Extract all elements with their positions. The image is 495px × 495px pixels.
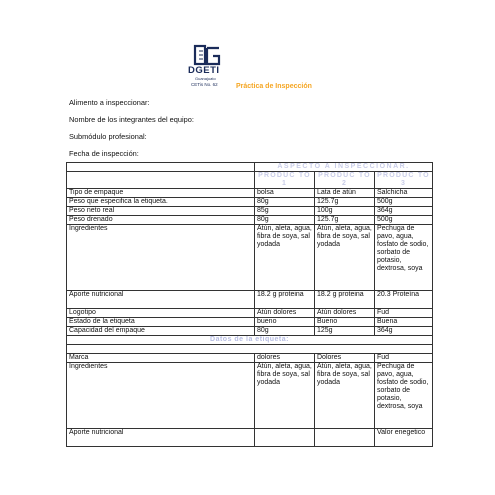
products-header-row [67, 172, 433, 189]
alimento-label: Alimento a inspeccionar: [69, 98, 150, 107]
row-label: Ingredientes [67, 225, 255, 291]
cell [315, 429, 375, 447]
cell: 125.7g [315, 216, 375, 225]
cell: Atún, aleta, agua, fibra de soya, sal yodada [255, 363, 315, 429]
cell: bolsa [255, 189, 315, 198]
table-row [67, 189, 433, 198]
cell: 80g [255, 327, 315, 336]
cell: Atún, aleta, agua, fibra de soya, sal yodada [315, 363, 375, 429]
cell: Pechuga de pavo, agua, fosfato de sodio, sorbato de potasio, dextrosa, soya [375, 225, 433, 291]
cell: 364g [375, 327, 433, 336]
cell: 125g [315, 327, 375, 336]
cell: dolores [255, 354, 315, 363]
cell: Pechuga de pavo, agua, fosfato de sodio, sorbato de potasio, dextrosa, soya [375, 363, 433, 429]
table-row [67, 318, 433, 327]
cell: 364g [375, 207, 433, 216]
table-title: ASPECTO A INSPECCIONAR. [255, 163, 433, 172]
integrantes-label: Nombre de los integrantes del equipo: [69, 115, 194, 124]
row-label: Ingredientes [67, 363, 255, 429]
table-row [67, 216, 433, 225]
cell: Lata de atún [315, 189, 375, 198]
cell: Fud [375, 354, 433, 363]
section2-title: Datos de la etiqueta: [67, 336, 433, 345]
table-row [67, 354, 433, 363]
cell: Atún dolores [255, 309, 315, 318]
cell: Valor enegetico [375, 429, 433, 447]
cell: 500g [375, 198, 433, 207]
cell: Buena [375, 318, 433, 327]
table-row [67, 291, 433, 309]
logo-sub-text: Guanajuato [195, 76, 216, 81]
blank-row [67, 345, 433, 354]
row-label: Aporte nutricional [67, 291, 255, 309]
row-label: Peso drenado [67, 216, 255, 225]
cell: Atún, aleta, agua, fibra de soya, sal yodada [315, 225, 375, 291]
table-row [67, 207, 433, 216]
table-row [67, 429, 433, 447]
cell: Fud [375, 309, 433, 318]
cell: 100g [315, 207, 375, 216]
cell: 85g [255, 207, 315, 216]
row-label: Peso neto real [67, 207, 255, 216]
page-heading: Práctica de Inspección [236, 83, 312, 90]
product-3-header: PRODUC TO 3 [375, 172, 433, 189]
table-title-row [67, 163, 433, 172]
inspection-table [66, 162, 433, 447]
table-row [67, 363, 433, 429]
product-2-header: PRODUC TO 2 [315, 172, 375, 189]
cell: Atún dolores [315, 309, 375, 318]
cell: 18.2 g proteina [255, 291, 315, 309]
cell [255, 429, 315, 447]
dgeti-emblem-icon [193, 44, 223, 66]
product-1-header: PRODUC TO 1 [255, 172, 315, 189]
section2-title-row [67, 336, 433, 345]
row-label: Estado de la etiqueta [67, 318, 255, 327]
cell: 80g [255, 216, 315, 225]
cell: 500g [375, 216, 433, 225]
logo-cetis-text: CETis No. 62 [191, 82, 218, 87]
cell: 18.2 g proteina [315, 291, 375, 309]
cell: Salchicha [375, 189, 433, 198]
row-label: Tipo de empaque [67, 189, 255, 198]
cell: 20.3 Proteína [375, 291, 433, 309]
table-row [67, 327, 433, 336]
fecha-label: Fecha de inspección: [69, 149, 139, 158]
table-row [67, 225, 433, 291]
submodulo-label: Submódulo profesional: [69, 132, 147, 141]
cell: Dolores [315, 354, 375, 363]
cell: bueno [255, 318, 315, 327]
cell: 125.7g [315, 198, 375, 207]
row-label: Aporte nutricional [67, 429, 255, 447]
logo-org-text: DGETI [188, 65, 220, 76]
cell: Atún, aleta, agua, fibra de soya, sal yodada [255, 225, 315, 291]
dgeti-logo [185, 44, 231, 90]
cell: 80g [255, 198, 315, 207]
row-label: Logotipo [67, 309, 255, 318]
row-label: Marca [67, 354, 255, 363]
table-row [67, 198, 433, 207]
table-row [67, 309, 433, 318]
row-label: Peso que especifica la etiqueta. [67, 198, 255, 207]
cell: Bueno [315, 318, 375, 327]
row-label: Capacidad del empaque [67, 327, 255, 336]
